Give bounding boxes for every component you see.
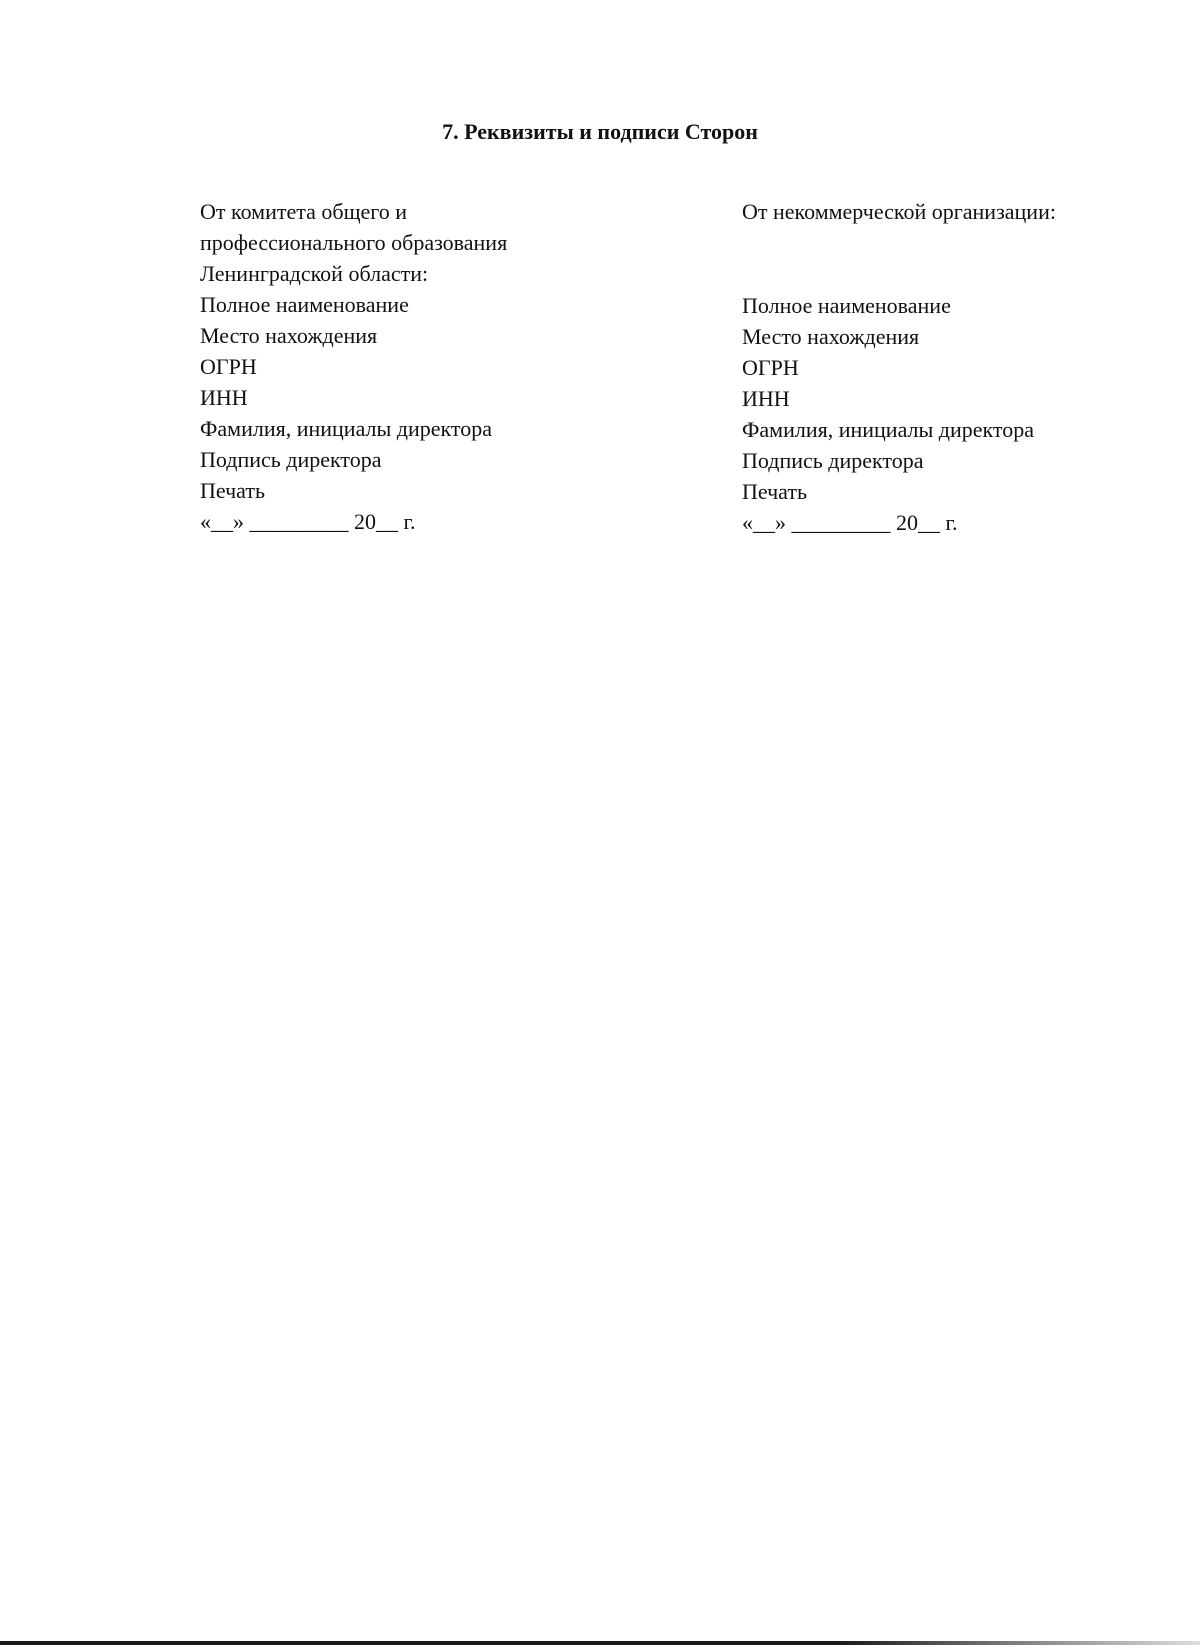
field-director-name: Фамилия, инициалы директора — [742, 417, 1035, 442]
requisites-list-committee — [200, 289, 560, 537]
page-bottom-rule — [0, 1641, 1200, 1645]
party-heading-committee: От комитета общего и профессионального образования Ленинградской области: — [200, 199, 508, 286]
page-title: 7. Реквизиты и подписи Сторон — [442, 118, 758, 144]
field-inn: ИНН — [742, 386, 790, 411]
party-block-nonprofit — [742, 196, 1162, 538]
field-location: Место нахождения — [742, 324, 920, 349]
field-seal: Печать — [742, 479, 808, 504]
field-director-name: Фамилия, инициалы директора — [200, 416, 493, 441]
field-location: Место нахождения — [200, 323, 378, 348]
party-block-committee — [200, 196, 560, 537]
field-full-name: Полное наименование — [200, 292, 409, 317]
requisites-list-nonprofit — [742, 290, 1162, 538]
party-heading-nonprofit: От некоммерческой организации: — [742, 199, 1056, 224]
field-full-name: Полное наименование — [742, 293, 951, 318]
date-line: «__» _________ 20__ г. — [200, 509, 416, 534]
field-inn: ИНН — [200, 385, 248, 410]
field-ogrn: ОГРН — [742, 355, 799, 380]
date-line: «__» _________ 20__ г. — [742, 510, 958, 535]
field-director-signature: Подпись директора — [742, 448, 924, 473]
field-ogrn: ОГРН — [200, 354, 257, 379]
field-director-signature: Подпись директора — [200, 447, 382, 472]
field-seal: Печать — [200, 478, 266, 503]
